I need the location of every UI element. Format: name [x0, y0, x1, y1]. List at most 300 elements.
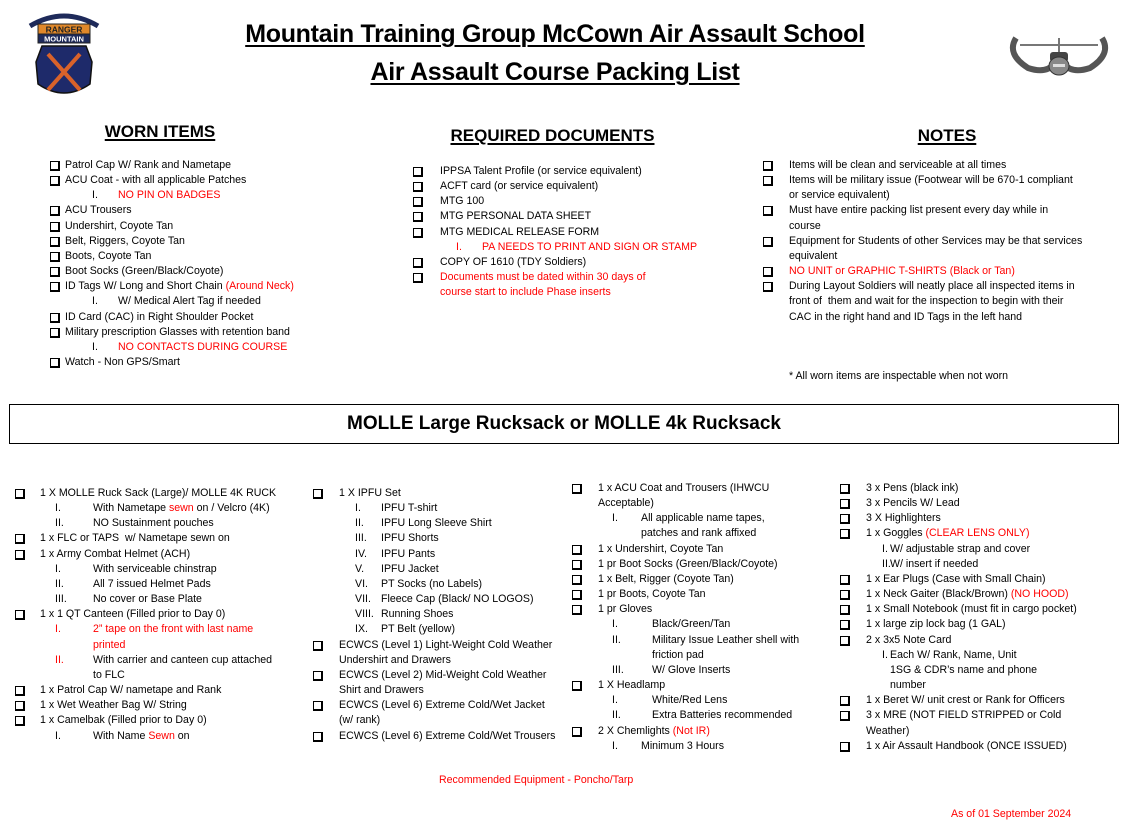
item-text: [118, 294, 261, 309]
checkbox-icon[interactable]: [840, 484, 850, 494]
checkbox-icon[interactable]: [840, 575, 850, 585]
text-segment: IPFU T-shirt: [381, 502, 438, 515]
text-segment: ID Tags W/ Long and Short Chain: [65, 280, 226, 293]
checkbox-icon[interactable]: [840, 499, 850, 509]
checkbox-icon[interactable]: [313, 701, 323, 711]
text-segment: Running Shoes: [381, 608, 454, 621]
checklist-item: [572, 481, 799, 511]
item-text: [866, 739, 1067, 754]
checklist-subitem: [313, 622, 555, 637]
text-segment: 1 x large zip lock bag (1 GAL): [866, 618, 1006, 631]
item-text: [440, 270, 646, 300]
checkbox-icon[interactable]: [15, 534, 25, 544]
highlighted-text: Sewn: [148, 729, 175, 742]
text-segment: 1 x ACU Coat and Trousers (IHWCU Acceptable): [598, 482, 770, 510]
text-segment: ECWCS (Level 6) Extreme Cold/Wet Jacket (w/ rank): [339, 699, 545, 727]
item-text: [598, 542, 723, 557]
text-segment: Fleece Cap (Black/ NO LOGOS): [381, 593, 534, 606]
text-segment: 2 X Chemlights: [598, 724, 673, 737]
item-text: [93, 653, 272, 683]
roman-numeral: II.: [55, 653, 64, 666]
text-segment: Black/Green/Tan: [652, 618, 731, 631]
item-text: [93, 516, 214, 531]
checklist-item: [413, 270, 697, 300]
item-text: [440, 225, 599, 240]
checklist-item: [413, 209, 697, 224]
item-text: [65, 173, 246, 188]
text-segment: 1 pr Boots, Coyote Tan: [598, 588, 706, 601]
item-text: [381, 562, 439, 577]
checklist-subitem: [50, 294, 294, 309]
as-of-date: As of 01 September 2024: [951, 808, 1072, 820]
checkbox-icon[interactable]: [840, 742, 850, 752]
checklist-subitem: [572, 633, 799, 663]
roman-numeral: VIII.: [355, 608, 374, 621]
checkbox-icon[interactable]: [840, 605, 850, 615]
checklist-item: [50, 310, 294, 325]
checkbox-icon[interactable]: [763, 267, 773, 277]
checklist-item: [840, 511, 1077, 526]
item-text: [652, 663, 730, 678]
checklist-item: [840, 602, 1077, 617]
text-segment: MTG PERSONAL DATA SHEET: [440, 210, 592, 223]
text-segment: 1 X Headlamp: [598, 679, 666, 692]
checklist-subitem: [313, 592, 555, 607]
checkbox-icon[interactable]: [413, 212, 423, 222]
checklist-subitem: [15, 622, 276, 652]
checkbox-icon[interactable]: [572, 681, 582, 691]
checkbox-icon[interactable]: [763, 176, 773, 186]
item-text: [866, 708, 1061, 738]
item-text: [440, 209, 591, 224]
checklist-item: [15, 607, 276, 622]
checkbox-icon[interactable]: [840, 620, 850, 630]
roman-numeral: V.: [355, 562, 365, 575]
checkbox-icon[interactable]: [763, 161, 773, 171]
rucksack-list-col4: [840, 481, 1077, 754]
item-text: [381, 577, 482, 592]
item-text: [440, 194, 484, 209]
text-segment: ID Card (CAC) in Right Shoulder Pocket: [65, 310, 254, 323]
item-text: [440, 164, 642, 179]
checklist-item: [572, 557, 799, 572]
text-segment: MTG 100: [440, 195, 485, 208]
item-text: [598, 602, 652, 617]
checklist-subitem: [413, 240, 697, 255]
text-segment: 1 x Wet Weather Bag W/ String: [40, 699, 187, 712]
item-text: [652, 633, 799, 663]
highlighted-text: PA NEEDS TO PRINT AND SIGN OR STAMP: [482, 240, 698, 253]
text-segment: ACFT card (or service equivalent): [440, 180, 599, 193]
checkbox-icon[interactable]: [840, 529, 850, 539]
checklist-item: [50, 234, 294, 249]
text-segment: PT Socks (no Labels): [381, 577, 483, 590]
text-segment: No cover or Base Plate: [93, 593, 202, 606]
checkbox-icon[interactable]: [572, 590, 582, 600]
checklist-subitem: [313, 607, 555, 622]
checkbox-icon[interactable]: [50, 161, 60, 171]
checklist-subitem: [313, 547, 555, 562]
checklist-item: [572, 602, 799, 617]
notes-heading: NOTES: [917, 126, 977, 145]
checkbox-icon[interactable]: [313, 641, 323, 651]
checklist-item: [840, 526, 1077, 541]
required-documents-list: [413, 164, 697, 300]
highlighted-text: 2” tape on the front with last name printed: [93, 623, 254, 651]
checklist-subitem: [15, 562, 276, 577]
item-text: [93, 562, 217, 577]
text-segment: 1 x FLC or TAPS w/ Nametape sewn on: [40, 532, 230, 545]
checklist-item: [50, 325, 294, 340]
checklist-item: [313, 729, 555, 744]
roman-numeral: I.: [612, 618, 618, 631]
text-segment: 1 pr Boot Socks (Green/Black/Coyote): [598, 557, 778, 570]
checkbox-icon[interactable]: [50, 237, 60, 247]
item-text: [652, 693, 727, 708]
checkbox-icon[interactable]: [572, 484, 582, 494]
checklist-subitem: [15, 577, 276, 592]
item-text: [339, 698, 545, 728]
checkbox-icon[interactable]: [840, 696, 850, 706]
item-text: [598, 557, 778, 572]
text-segment: ECWCS (Level 2) Mid-Weight Cold Weather Shirt and Drawers: [339, 668, 547, 697]
text-segment: During Layout Soldiers will neatly place all inspected items in front of them and wait for the inspection to begin with their CAC in the right hand and ID Tags in the left hand: [789, 280, 1075, 323]
text-segment: 1 x Goggles: [866, 527, 926, 540]
item-text: [652, 708, 792, 723]
checklist-subitem: [15, 729, 276, 744]
roman-numeral: I.: [55, 562, 61, 575]
checklist-subitem: [840, 542, 1077, 557]
item-text: [93, 729, 190, 744]
text-segment: Military Issue Leather shell with friction pad: [652, 633, 800, 661]
item-text: [339, 486, 401, 501]
checklist-item: [413, 164, 697, 179]
checklist-subitem: [572, 693, 799, 708]
checklist-item: [572, 542, 799, 557]
svg-text:MOUNTAIN: MOUNTAIN: [44, 34, 84, 44]
roman-numeral: I.: [882, 648, 888, 661]
roman-numeral: II.: [55, 577, 64, 590]
checklist-item: [572, 724, 799, 739]
checkbox-icon[interactable]: [15, 686, 25, 696]
item-text: [890, 557, 978, 572]
checklist-item: [840, 587, 1077, 602]
text-segment: IPPSA Talent Profile (or service equivalent): [440, 165, 642, 177]
checklist-item: [763, 279, 1082, 324]
text-segment: 1 x Neck Gaiter (Black/Brown): [866, 588, 1011, 601]
item-text: [65, 158, 231, 173]
checkbox-icon[interactable]: [413, 197, 423, 207]
document-title-line1: Mountain Training Group McCown Air Assault School: [245, 20, 865, 48]
roman-numeral: I.: [55, 729, 61, 742]
checklist-item: [572, 572, 799, 587]
highlighted-text: NO UNIT or GRAPHIC T-SHIRTS (Black or Tan): [789, 265, 1015, 278]
roman-numeral: I.: [612, 694, 618, 707]
text-segment: IPFU Long Sleeve Shirt: [381, 517, 492, 530]
text-segment: 2 x 3x5 Note Card: [866, 633, 952, 646]
recommended-equipment: Recommended Equipment - Poncho/Tarp: [439, 774, 634, 786]
text-segment: NO Sustainment pouches: [93, 517, 214, 530]
svg-text:RANGER: RANGER: [45, 24, 83, 35]
text-segment: With carrier and canteen cup attached to FLC: [93, 653, 273, 681]
checklist-item: [50, 173, 294, 188]
item-text: [93, 592, 202, 607]
checkbox-icon[interactable]: [50, 222, 60, 232]
text-segment: 1 x Small Notebook (must fit in cargo pocket): [866, 603, 1077, 616]
checkbox-icon[interactable]: [572, 727, 582, 737]
item-text: [866, 526, 1030, 541]
text-segment: ECWCS (Level 1) Light-Weight Cold Weather Undershirt and Drawers: [339, 638, 553, 666]
checkbox-icon[interactable]: [50, 282, 60, 292]
item-text: [598, 724, 710, 739]
highlighted-text: (Around Neck): [225, 280, 294, 293]
item-text: [65, 203, 132, 218]
text-segment: 3 x Pencils W/ Lead: [866, 497, 960, 510]
item-text: [789, 173, 1073, 203]
text-segment: 1 x Undershirt, Coyote Tan: [598, 542, 724, 555]
text-segment: PT Belt (yellow): [381, 623, 455, 636]
checklist-item: [50, 249, 294, 264]
checklist-item: [50, 158, 294, 173]
checkbox-icon[interactable]: [15, 550, 25, 560]
document-title-line2: Air Assault Course Packing List: [370, 58, 740, 86]
text-segment: MTG MEDICAL RELEASE FORM: [440, 225, 600, 238]
checklist-item: [840, 708, 1077, 738]
roman-numeral: I.: [355, 502, 361, 515]
checkbox-icon[interactable]: [50, 358, 60, 368]
item-text: [866, 617, 1006, 632]
checklist-item: [15, 547, 276, 562]
checkbox-icon[interactable]: [413, 167, 423, 177]
item-text: [866, 602, 1077, 617]
checklist-subitem: [572, 708, 799, 723]
item-text: [866, 693, 1065, 708]
text-segment: Patrol Cap W/ Rank and Nametape: [65, 159, 232, 171]
text-segment: All 7 issued Helmet Pads: [93, 577, 211, 590]
item-text: [93, 577, 211, 592]
roman-numeral: I.: [92, 340, 98, 353]
item-text: [65, 249, 151, 264]
item-text: [866, 633, 951, 648]
checkbox-icon[interactable]: [15, 610, 25, 620]
checkbox-icon[interactable]: [50, 176, 60, 186]
highlighted-text: NO CONTACTS DURING COURSE: [118, 340, 288, 353]
text-segment: W/ Medical Alert Tag if needed: [118, 295, 261, 308]
item-text: [65, 310, 253, 325]
text-segment: Must have entire packing list present every day while in course: [789, 204, 1049, 232]
checkbox-icon[interactable]: [763, 282, 773, 292]
item-text: [890, 648, 1037, 693]
checklist-item: [15, 683, 276, 698]
checklist-subitem: [313, 577, 555, 592]
checklist-item: [840, 481, 1077, 496]
roman-numeral: II.: [612, 709, 621, 722]
item-text: [866, 587, 1069, 602]
checklist-item: [50, 203, 294, 218]
roman-numeral: I.: [92, 295, 98, 308]
checkbox-icon[interactable]: [313, 732, 323, 742]
roman-numeral: II.: [55, 517, 64, 530]
checklist-subitem: [840, 557, 1077, 572]
roman-numeral: I.: [882, 542, 888, 555]
checkbox-icon[interactable]: [50, 206, 60, 216]
ranger-mountain-patch-logo: [26, 4, 102, 104]
checkbox-icon[interactable]: [572, 605, 582, 615]
checkbox-icon[interactable]: [763, 206, 773, 216]
highlighted-text: sewn: [168, 502, 194, 515]
item-text: [65, 355, 180, 370]
text-segment: Boots, Coyote Tan: [65, 249, 152, 262]
item-text: [641, 739, 724, 754]
text-segment: ACU Trousers: [65, 204, 132, 217]
item-text: [118, 188, 220, 203]
text-segment: Belt, Riggers, Coyote Tan: [65, 234, 185, 247]
checklist-subitem: [840, 648, 1077, 693]
checkbox-icon[interactable]: [413, 258, 423, 268]
item-text: [40, 486, 276, 501]
text-segment: Items will be military issue (Footwear will be 670-1 compliant or service equivalent): [789, 174, 1073, 202]
checkbox-icon[interactable]: [313, 489, 323, 499]
checklist-item: [572, 678, 799, 693]
checkbox-icon[interactable]: [840, 711, 850, 721]
checklist-subitem: [15, 501, 276, 516]
checkbox-icon[interactable]: [572, 545, 582, 555]
item-text: [381, 547, 435, 562]
text-segment: Watch - Non GPS/Smart: [65, 356, 180, 369]
checklist-item: [50, 264, 294, 279]
rucksack-section-banner: MOLLE Large Rucksack or MOLLE 4k Rucksack: [9, 404, 1119, 444]
item-text: [598, 481, 769, 511]
text-segment: 1 X IPFU Set: [339, 487, 401, 499]
worn-items-heading: WORN ITEMS: [104, 122, 216, 141]
item-text: [339, 638, 552, 668]
checkbox-icon[interactable]: [572, 575, 582, 585]
checklist-item: [413, 225, 697, 240]
checkbox-icon[interactable]: [413, 228, 423, 238]
checklist-subitem: [50, 340, 294, 355]
checklist-subitem: [15, 516, 276, 531]
checkbox-icon[interactable]: [840, 590, 850, 600]
checkbox-icon[interactable]: [15, 716, 25, 726]
item-text: [118, 340, 287, 355]
roman-numeral: I.: [612, 512, 618, 525]
item-text: [381, 622, 455, 637]
text-segment: Boot Socks (Green/Black/Coyote): [65, 265, 224, 278]
notes-footnote: * All worn items are inspectable when not worn: [789, 370, 1009, 382]
item-text: [339, 668, 546, 698]
item-text: [890, 542, 1030, 557]
roman-numeral: I.: [55, 623, 61, 636]
checkbox-icon[interactable]: [763, 237, 773, 247]
text-segment: With Name: [93, 729, 149, 742]
item-text: [65, 279, 294, 294]
item-text: [40, 607, 225, 622]
text-segment: Items will be clean and serviceable at all times: [789, 159, 1007, 171]
required-documents-heading: REQUIRED DOCUMENTS: [450, 126, 655, 145]
text-segment: With Nametape: [93, 502, 169, 515]
worn-items-list: [50, 158, 294, 370]
item-text: [381, 592, 533, 607]
checkbox-icon[interactable]: [50, 267, 60, 277]
item-text: [381, 607, 453, 622]
item-text: [866, 511, 941, 526]
checkbox-icon[interactable]: [15, 489, 25, 499]
text-segment: 1 pr Gloves: [598, 603, 653, 616]
checkbox-icon[interactable]: [572, 560, 582, 570]
checkbox-icon[interactable]: [413, 182, 423, 192]
item-text: [40, 698, 187, 713]
checklist-item: [313, 668, 555, 698]
checklist-subitem: [572, 511, 799, 541]
text-segment: 1 x Ear Plugs (Case with Small Chain): [866, 572, 1046, 585]
checklist-item: [15, 713, 276, 728]
checklist-item: [413, 194, 697, 209]
rucksack-list-col3: [572, 481, 799, 754]
item-text: [40, 683, 221, 698]
checklist-subitem: [50, 188, 294, 203]
item-text: [381, 516, 492, 531]
text-segment: on / Velcro (4K): [193, 502, 270, 515]
checklist-item: [50, 279, 294, 294]
item-text: [866, 481, 958, 496]
roman-numeral: II.: [612, 633, 621, 646]
checkbox-icon[interactable]: [413, 273, 423, 283]
checkbox-icon[interactable]: [50, 328, 60, 338]
text-segment: Equipment for Students of other Services may be that services equivalent: [789, 234, 1083, 262]
checkbox-icon[interactable]: [50, 313, 60, 323]
text-segment: 1 x Beret W/ unit crest or Rank for Officers: [866, 694, 1065, 707]
text-segment: 3 x MRE (NOT FIELD STRIPPED or Cold Weather): [866, 709, 1062, 737]
item-text: [866, 496, 960, 511]
text-segment: IPFU Jacket: [381, 562, 439, 575]
roman-numeral: VII.: [355, 593, 371, 606]
checkbox-icon[interactable]: [313, 671, 323, 681]
checklist-item: [763, 203, 1082, 233]
highlighted-text: (CLEAR LENS ONLY): [925, 527, 1030, 540]
item-text: [789, 203, 1048, 233]
roman-numeral: I.: [612, 739, 618, 752]
text-segment: 3 X Highlighters: [866, 512, 941, 525]
text-segment: 1 x Belt, Rigger (Coyote Tan): [598, 572, 734, 585]
item-text: [652, 617, 730, 632]
item-text: [339, 729, 555, 744]
item-text: [789, 234, 1082, 264]
checkbox-icon[interactable]: [50, 252, 60, 262]
item-text: [40, 547, 190, 562]
text-segment: Military prescription Glasses with retention band: [65, 325, 290, 338]
checkbox-icon[interactable]: [15, 701, 25, 711]
checklist-item: [413, 255, 697, 270]
text-segment: All applicable name tapes, patches and rank affixed: [641, 512, 765, 540]
checklist-subitem: [313, 531, 555, 546]
item-text: [598, 572, 734, 587]
notes-list: [763, 158, 1082, 325]
roman-numeral: I.: [55, 502, 61, 515]
checklist-item: [840, 496, 1077, 511]
text-segment: ACU Coat - with all applicable Patches: [65, 174, 247, 187]
item-text: [789, 158, 1006, 173]
checklist-item: [50, 355, 294, 370]
checkbox-icon[interactable]: [840, 514, 850, 524]
checklist-subitem: [313, 516, 555, 531]
checklist-subitem: [572, 739, 799, 754]
text-segment: IPFU Pants: [381, 547, 436, 560]
checkbox-icon[interactable]: [840, 636, 850, 646]
text-segment: With serviceable chinstrap: [93, 562, 217, 575]
checklist-item: [763, 264, 1082, 279]
item-text: [93, 622, 253, 652]
checklist-item: [840, 693, 1077, 708]
